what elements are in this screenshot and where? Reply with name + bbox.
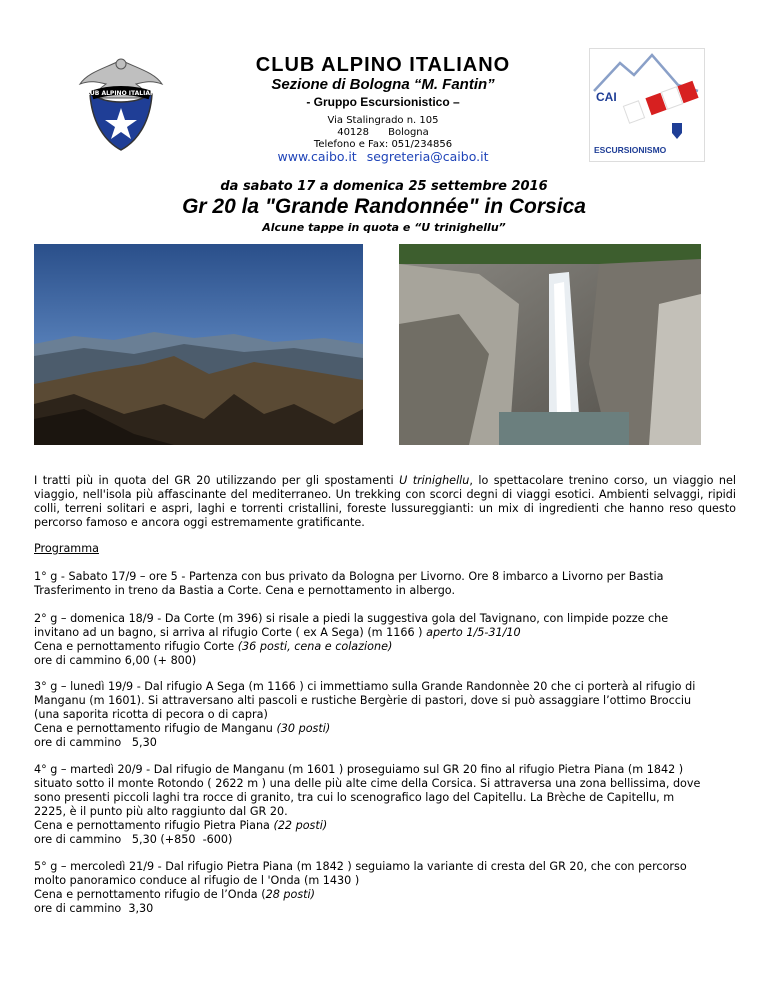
day-5 — [34, 860, 736, 916]
waterfall-photo — [399, 244, 701, 445]
intro-text-start: I tratti più in quota del GR 20 utilizzando per gli spostamenti — [34, 474, 400, 487]
day-1-line-1: 1° g - Sabato 17/9 – ore 5 - Partenza con bus privato da Bologna per Livorno. Ore 8 imbarco a Livorno per Bastia — [34, 570, 664, 583]
mountain-panorama-photo — [34, 244, 363, 445]
day-4-line-5-text: Cena e pernottamento rifugio Pietra Piana — [34, 819, 274, 832]
cai-escursionismo-logo — [589, 48, 705, 162]
day-1 — [34, 570, 736, 598]
address-phone: Telefono e Fax: 051/234856 — [313, 139, 453, 150]
day-4-line-2: situato sotto il monte Rotondo ( 2622 m ) una delle più alte cime della Corsica. Si attraversa una zona bellissima, dove — [34, 777, 701, 790]
day-4-line-1: 4° g – martedì 20/9 - Dal rifugio de Manganu (m 1601 ) proseguiamo sul GR 20 fino al rifugio Pietra Piana (m 1842 ) — [34, 763, 684, 776]
logo-right-esc-text: ESCURSIONISMO — [594, 145, 667, 155]
day-2-line-3 — [34, 640, 736, 654]
day-5-line-2: molto panoramico conduce al rifugio de l 'Onda (m 1430 ) — [34, 874, 360, 887]
day-2-line-2 — [34, 626, 736, 640]
day-5-line-3-text: Cena e pernottamento rifugio de l’Onda ( — [34, 888, 266, 901]
day-4-line-3: sono presenti piccoli laghi tra rocce di granito, tra cui lo scenografico lago del Capitellu. La Brèche de Capitellu, m — [34, 791, 675, 804]
day-5-hut-info: 28 posti) — [265, 888, 316, 901]
day-3-line-4 — [34, 722, 736, 736]
day-3-line-2: Manganu (m 1601). Si attraversano alti pascoli e rustiche Bergèrie di pastori, dove si può assaggiare l’ottimo Brocciu — [34, 694, 692, 707]
event-title: Gr 20 la "Grande Randonnée" in Corsica — [182, 195, 586, 218]
day-2-opening-period: aperto 1/5-31/10 — [426, 626, 521, 639]
day-2 — [34, 612, 736, 668]
address-city: 40128 Bologna — [337, 127, 429, 138]
day-4-hut-info: (22 posti) — [273, 819, 328, 832]
address-block — [200, 115, 566, 151]
website-link[interactable]: www.caibo.it — [277, 149, 357, 164]
logo-left-text: CLUB ALPINO ITALIANO — [81, 90, 161, 97]
email-link[interactable]: segreteria@caibo.it — [366, 149, 489, 164]
cai-eagle-logo — [76, 54, 166, 152]
club-title: CLUB ALPINO ITALIANO — [255, 54, 511, 76]
day-3-hut-info: (30 posti) — [276, 722, 331, 735]
day-5-line-4: ore di cammino 3,30 — [34, 902, 154, 915]
contact-links — [200, 149, 566, 164]
day-3-line-4-text: Cena e pernottamento rifugio de Manganu — [34, 722, 277, 735]
day-3 — [34, 680, 736, 750]
day-2-line-4: ore di cammino 6,00 (+ 800) — [34, 654, 197, 667]
day-3-line-5: ore di cammino 5,30 — [34, 736, 157, 749]
day-5-line-3 — [34, 888, 736, 902]
day-2-line-2-text: invitano ad un bagno, si arriva al rifugio Corte ( ex A Sega) (m 1166 ) — [34, 626, 427, 639]
logo-right-cai-text: CAI — [596, 90, 617, 104]
day-4-line-5 — [34, 819, 736, 833]
day-2-line-3-text: Cena e pernottamento rifugio Corte — [34, 640, 238, 653]
event-dates: da sabato 17 a domenica 25 settembre 2016 — [220, 179, 548, 194]
intro-italic-term: U trinighellu — [399, 474, 470, 487]
day-2-hut-info: (36 posti, cena e colazione) — [237, 640, 393, 653]
section-name: Sezione di Bologna “M. Fantin” — [271, 76, 495, 93]
group-name: - Gruppo Escursionistico – — [306, 95, 460, 109]
address-street: Via Stalingrado n. 105 — [327, 115, 439, 126]
day-5-line-1: 5° g – mercoledì 21/9 - Dal rifugio Pietra Piana (m 1842 ) seguiamo la variante di cresta del GR 20, che con percorso — [34, 860, 687, 873]
day-1-line-2: Trasferimento in treno da Bastia a Corte. Cena e pernottamento in albergo. — [34, 584, 456, 597]
day-4-line-4: 2225, è il punto più alto raggiunto dal GR 20. — [34, 805, 288, 818]
day-4-line-6: ore di cammino 5,30 (+850 -600) — [34, 833, 233, 846]
intro-paragraph — [34, 474, 736, 530]
event-subtitle: Alcune tappe in quota e “U trinighellu” — [262, 221, 506, 234]
day-3-line-3: (una saporita ricotta di pecora o di capra) — [34, 708, 268, 721]
day-2-line-1: 2° g – domenica 18/9 - Da Corte (m 396) si risale a piedi la suggestiva gola del Tavignano, con limpide pozze che — [34, 612, 669, 625]
intro-text-end: , lo spettacolare trenino corso, un viaggio nel viaggio, nell'isola più affascinante del mediterraneo. Un trekking con scorci degni di viaggi esotici. Ambienti selvaggi, ripidi colli, terreni solitari e aspri, laghi e torrenti cristallini, foreste lussureggianti: un mix di ingredienti che hanno reso questo percorso famoso e ancora oggi estremamente gratificante. — [34, 474, 736, 529]
day-3-line-1: 3° g – lunedì 19/9 - Dal rifugio A Sega (m 1166 ) ci immettiamo sulla Grande Randonnèe 20 che ci porterà al rifugio di — [34, 680, 696, 693]
programma-heading: Programma — [34, 542, 99, 555]
day-4 — [34, 763, 736, 847]
